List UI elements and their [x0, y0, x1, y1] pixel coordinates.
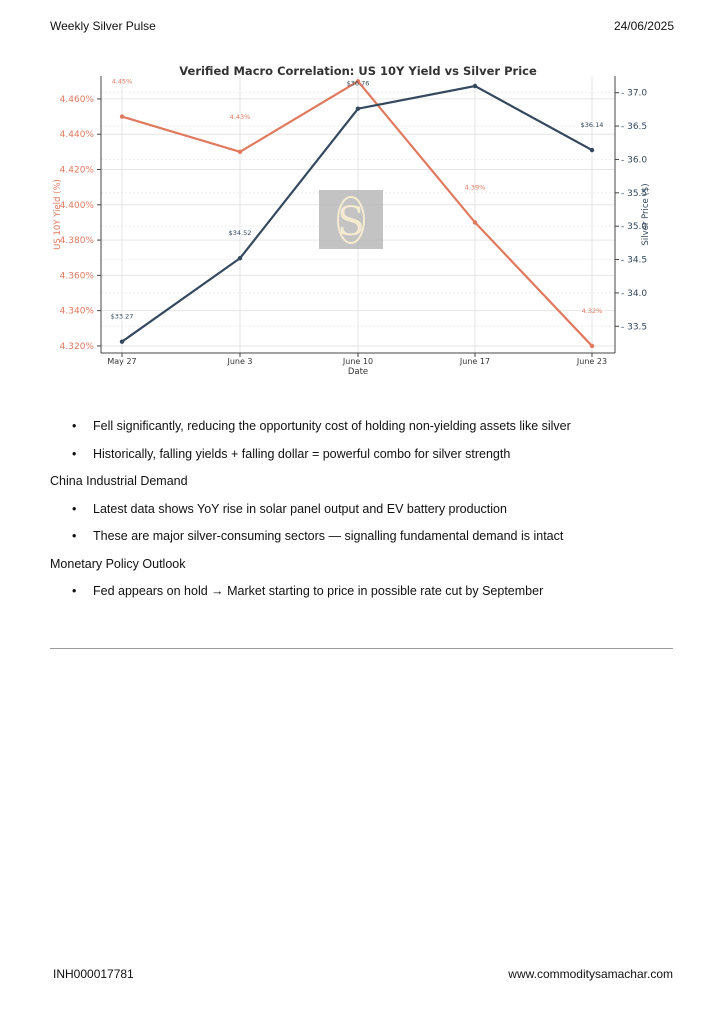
report-title: Weekly Silver Pulse — [50, 19, 156, 33]
y-right-tick-label: - 35.5 — [621, 188, 648, 199]
silver-point — [356, 107, 360, 111]
y-left-tick-label: 4.380% — [59, 236, 94, 247]
silver-data-label: $36.76 — [346, 79, 370, 88]
silver-point — [590, 148, 594, 152]
y-left-tick-label: 4.440% — [59, 130, 94, 141]
silver-data-label: $34.52 — [228, 229, 252, 238]
y-right-tick-label: - 36.5 — [621, 122, 648, 133]
bullet-dot: • — [72, 529, 77, 543]
y-left-tick-label: 4.460% — [59, 94, 94, 105]
silver-data-label: $33.27 — [110, 312, 134, 321]
chart-title: Verified Macro Correlation: US 10Y Yield vs Silver Price — [179, 64, 537, 78]
x-axis-label: Date — [347, 367, 369, 377]
silver-point — [238, 256, 242, 260]
logo-watermark — [319, 190, 383, 249]
section-title: Monetary Policy Outlook — [50, 557, 186, 571]
y-right-tick-label: - 35.0 — [621, 222, 648, 233]
yield-vs-silver-chart — [46, 58, 676, 380]
x-tick-label: June 3 — [227, 357, 253, 366]
y-right-tick-label: - 37.0 — [621, 88, 648, 99]
bullet-text: These are major silver-consuming sectors — signalling fundamental demand is intact — [93, 529, 564, 543]
report-date: 24/06/2025 — [613, 19, 674, 33]
bullet-text: Fed appears on hold → Market starting to price in possible rate cut by September — [93, 584, 544, 598]
yield-point — [238, 150, 242, 154]
y-right-tick-label: - 33.5 — [621, 322, 648, 333]
bullet-dot: • — [72, 447, 77, 461]
bullet-dot: • — [72, 502, 77, 516]
y-right-axis-label: Silver Price ($) — [641, 183, 651, 246]
yield-point — [590, 344, 594, 348]
section-divider — [50, 648, 673, 649]
y-left-tick-label: 4.360% — [59, 271, 94, 282]
yield-data-label: 4.32% — [581, 306, 603, 315]
y-left-tick-label: 4.340% — [59, 306, 94, 317]
website-url[interactable]: www.commoditysamachar.com — [508, 967, 673, 981]
yield-point — [473, 220, 477, 224]
y-left-tick-label: 4.420% — [59, 165, 94, 176]
silver-point — [473, 84, 477, 88]
yield-data-label: 4.39% — [464, 183, 486, 192]
y-right-tick-label: - 34.5 — [621, 255, 648, 266]
bullet-text: Latest data shows YoY rise in solar panel output and EV battery production — [93, 502, 507, 516]
yield-data-label: 4.45% — [111, 77, 133, 86]
y-right-tick-label: - 36.0 — [621, 155, 648, 166]
bullet-dot: • — [72, 584, 77, 598]
bullet-text: Historically, falling yields + falling dollar = powerful combo for silver strength — [93, 447, 511, 461]
x-tick-label: June 10 — [342, 357, 374, 366]
x-tick-label: June 23 — [576, 357, 608, 366]
x-tick-label: May 27 — [107, 357, 137, 366]
bullet-text: Fell significantly, reducing the opportunity cost of holding non-yielding assets like silver — [93, 419, 571, 433]
yield-data-label: 4.43% — [229, 112, 251, 121]
y-left-tick-label: 4.400% — [59, 200, 94, 211]
section-title: China Industrial Demand — [50, 474, 188, 488]
yield-point — [120, 114, 124, 118]
registration-code: INH000017781 — [53, 967, 134, 981]
silver-point — [120, 339, 124, 343]
y-left-axis-label: US 10Y Yield (%) — [53, 179, 63, 250]
silver-data-label: $36.14 — [580, 121, 604, 130]
x-tick-label: June 17 — [459, 357, 491, 366]
logo-monogram: S — [337, 199, 365, 245]
y-left-tick-label: 4.320% — [59, 341, 94, 352]
y-right-tick-label: - 34.0 — [621, 288, 648, 299]
bullet-dot: • — [72, 419, 77, 433]
